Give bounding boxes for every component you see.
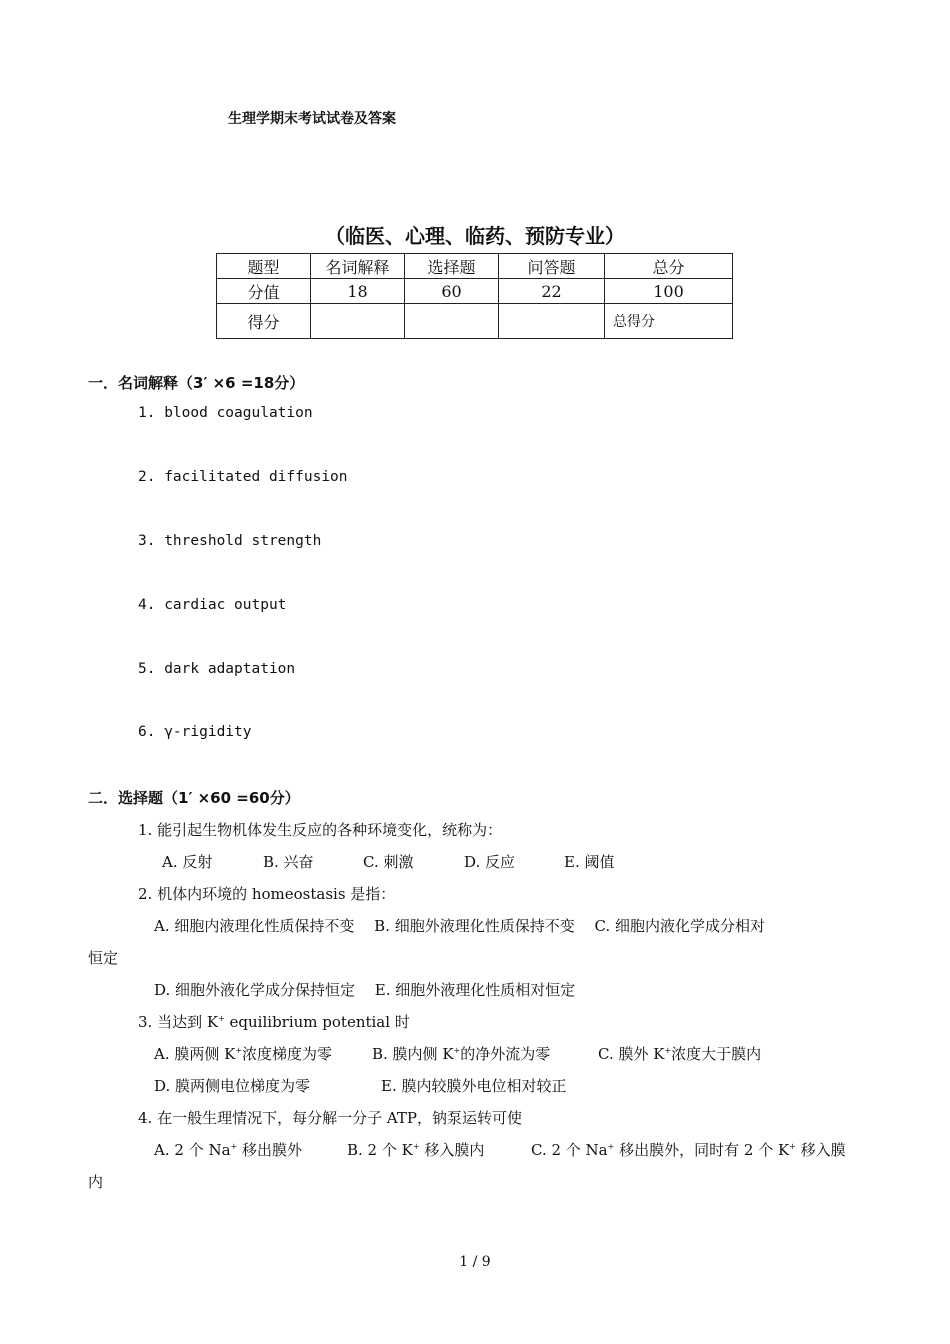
question-1: 1. 能引起生物机体发生反应的各种环境变化，统称为： xyxy=(138,821,503,839)
option-c: C. 刺激 xyxy=(363,853,414,871)
value-cell: 22 xyxy=(499,279,605,304)
superscript: + xyxy=(218,1014,225,1023)
question-2: 2. 机体内环境的 homeostasis 是指： xyxy=(138,885,396,903)
term-item: 1. blood coagulation xyxy=(138,405,313,421)
term-item: 2. facilitated diffusion xyxy=(138,469,348,485)
superscript: + xyxy=(453,1046,461,1055)
option-e: E. 阈值 xyxy=(564,853,615,871)
term-item: 5. dark adaptation xyxy=(138,661,296,677)
q3-text: equilibrium potential 时 xyxy=(224,1013,410,1031)
option-e: E. 膜内较膜外电位相对较正 xyxy=(381,1077,567,1095)
term-item: 4. cardiac output xyxy=(138,597,287,613)
superscript: + xyxy=(412,1142,420,1151)
option-b xyxy=(347,1139,484,1160)
score-cell xyxy=(405,304,499,339)
header-cell: 题型 xyxy=(217,254,311,279)
score-table-header-row xyxy=(217,254,733,279)
score-table-score-row xyxy=(217,304,733,339)
term-item: 6. γ-rigidity xyxy=(138,724,252,740)
header-cell: 问答题 xyxy=(499,254,605,279)
option-text: 移出膜外 xyxy=(237,1141,303,1159)
term-item: 3. threshold strength xyxy=(138,533,322,549)
q3-text: 3. 当达到 K xyxy=(138,1013,219,1031)
option-c xyxy=(598,1043,761,1064)
header-cell: 选择题 xyxy=(405,254,499,279)
option-text: C. 2 个 Na xyxy=(531,1141,608,1159)
option-b: B. 兴奋 xyxy=(263,853,314,871)
option-text: C. 膜外 K xyxy=(598,1045,665,1063)
score-cell xyxy=(499,304,605,339)
document-title: 生理学期末考试试卷及答案 xyxy=(228,111,396,127)
score-table xyxy=(216,253,733,339)
value-cell: 60 xyxy=(405,279,499,304)
score-table-values-row xyxy=(217,279,733,304)
option-d: D. 膜两侧电位梯度为零 xyxy=(154,1077,311,1095)
question-3 xyxy=(138,1011,410,1032)
option-text: 移出膜外，同时有 2 个 K xyxy=(614,1141,790,1159)
q4-options-wrap: 内 xyxy=(88,1173,104,1191)
superscript: + xyxy=(789,1142,796,1151)
values-label: 分值 xyxy=(217,279,311,304)
section1-heading: 一．名词解释（3′ ×6 =18分） xyxy=(88,374,305,392)
exam-subtitle: （临医、心理、临药、预防专业） xyxy=(325,224,625,248)
q2-options-line2: D. 细胞外液化学成分保持恒定 E. 细胞外液理化性质相对恒定 xyxy=(154,981,576,999)
page-number: 1 / 9 xyxy=(459,1254,491,1270)
option-c xyxy=(531,1139,846,1160)
superscript: + xyxy=(235,1046,243,1055)
option-text: 移入膜 xyxy=(795,1141,846,1159)
header-cell: 名词解释 xyxy=(311,254,405,279)
section2-heading: 二．选择题（1′ ×60 =60分） xyxy=(88,789,300,807)
option-a xyxy=(154,1139,302,1160)
option-b xyxy=(372,1043,550,1064)
option-text: A. 膜两侧 K xyxy=(154,1045,236,1063)
option-text: B. 2 个 K xyxy=(347,1141,413,1159)
score-cell xyxy=(311,304,405,339)
option-text: 的净外流为零 xyxy=(460,1045,551,1063)
score-label: 得分 xyxy=(217,304,311,339)
superscript: + xyxy=(230,1142,238,1151)
q2-options-wrap: 恒定 xyxy=(88,949,119,967)
option-text: 浓度大于膜内 xyxy=(671,1045,762,1063)
option-text: 浓度梯度为零 xyxy=(242,1045,333,1063)
option-a xyxy=(154,1043,332,1064)
option-text: 移入膜内 xyxy=(419,1141,485,1159)
option-d: D. 反应 xyxy=(464,853,516,871)
total-score-cell: 总得分 xyxy=(605,304,733,339)
value-cell: 18 xyxy=(311,279,405,304)
header-cell: 总分 xyxy=(605,254,733,279)
q2-options-line1: A. 细胞内液理化性质保持不变 B. 细胞外液理化性质保持不变 C. 细胞内液化学成分相对 xyxy=(154,917,765,935)
value-cell: 100 xyxy=(605,279,733,304)
option-text: B. 膜内侧 K xyxy=(372,1045,454,1063)
option-text: A. 2 个 Na xyxy=(154,1141,231,1159)
superscript: + xyxy=(664,1046,672,1055)
superscript: + xyxy=(607,1142,615,1151)
option-a: A. 反射 xyxy=(162,853,213,871)
question-4: 4. 在一般生理情况下，每分解一分子 ATP，钠泵运转可使 xyxy=(138,1109,522,1127)
